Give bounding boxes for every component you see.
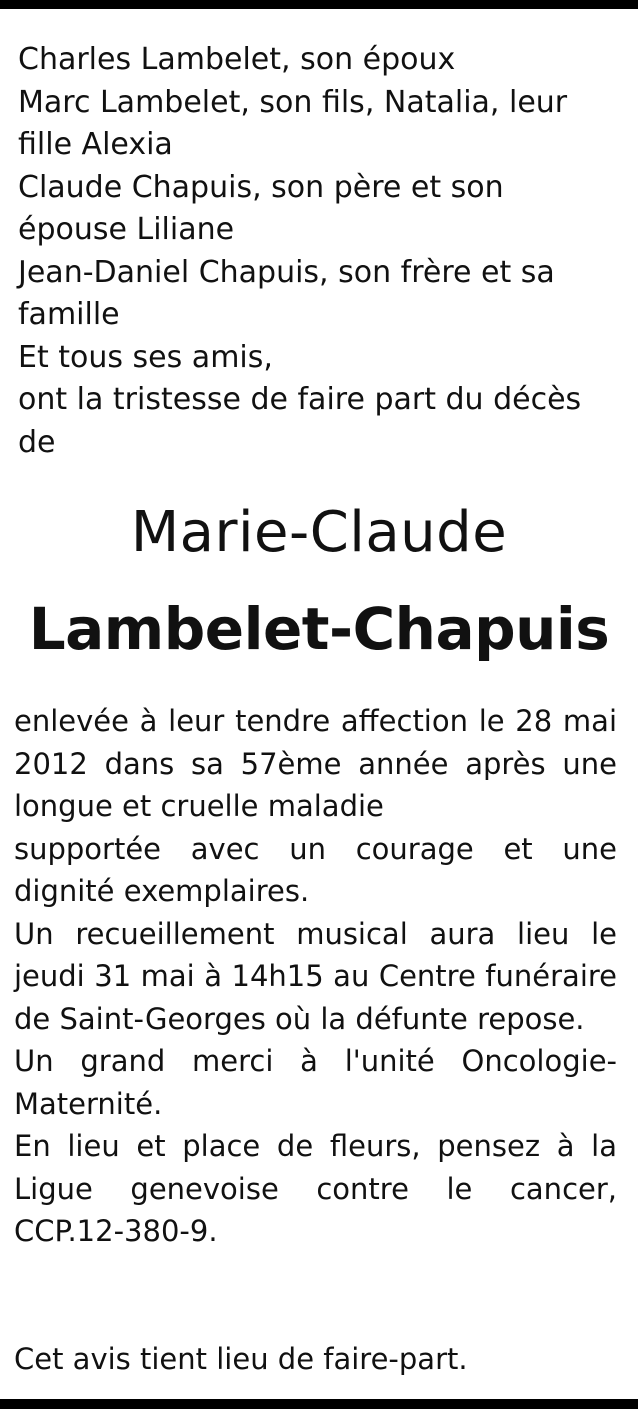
deceased-last-name: Lambelet-Chapuis — [28, 595, 610, 663]
family-line: ont la tristesse de faire part du décès de — [18, 382, 582, 460]
body-paragraph: enlevée à leur tendre affection le 28 mai 2012 dans sa 57ème année après une longue et cruelle maladie — [14, 704, 617, 823]
family-line: Jean-Daniel Chapuis, son frère et sa famille — [18, 254, 555, 332]
closing-note: Cet avis tient lieu de faire-part. — [14, 1342, 468, 1376]
deceased-first-name: Marie-Claude — [130, 500, 508, 565]
obituary-body — [14, 700, 617, 1253]
family-announcement — [18, 39, 618, 464]
body-paragraph: En lieu et place de fleurs, pensez à la Ligue genevoise contre le cancer, CCP.12-380-9. — [14, 1129, 617, 1248]
body-paragraph: Un grand merci à l'unité Oncologie-Maternité. — [14, 1044, 617, 1121]
body-paragraph: Un recueillement musical aura lieu le jeudi 31 mai à 14h15 au Centre funéraire de Saint-Georges où la défunte repose. — [14, 916, 617, 1036]
family-line: Charles Lambelet, son époux — [18, 42, 456, 77]
top-border-rule — [0, 0, 638, 9]
body-paragraph: supportée avec un courage et une dignité exemplaires. — [14, 831, 617, 908]
family-line: Et tous ses amis, — [18, 339, 273, 375]
family-line: Marc Lambelet, son fils, Natalia, leur fille Alexia — [18, 84, 568, 162]
bottom-border-rule — [0, 1399, 638, 1409]
family-line: Claude Chapuis, son père et son épouse Liliane — [18, 169, 504, 247]
